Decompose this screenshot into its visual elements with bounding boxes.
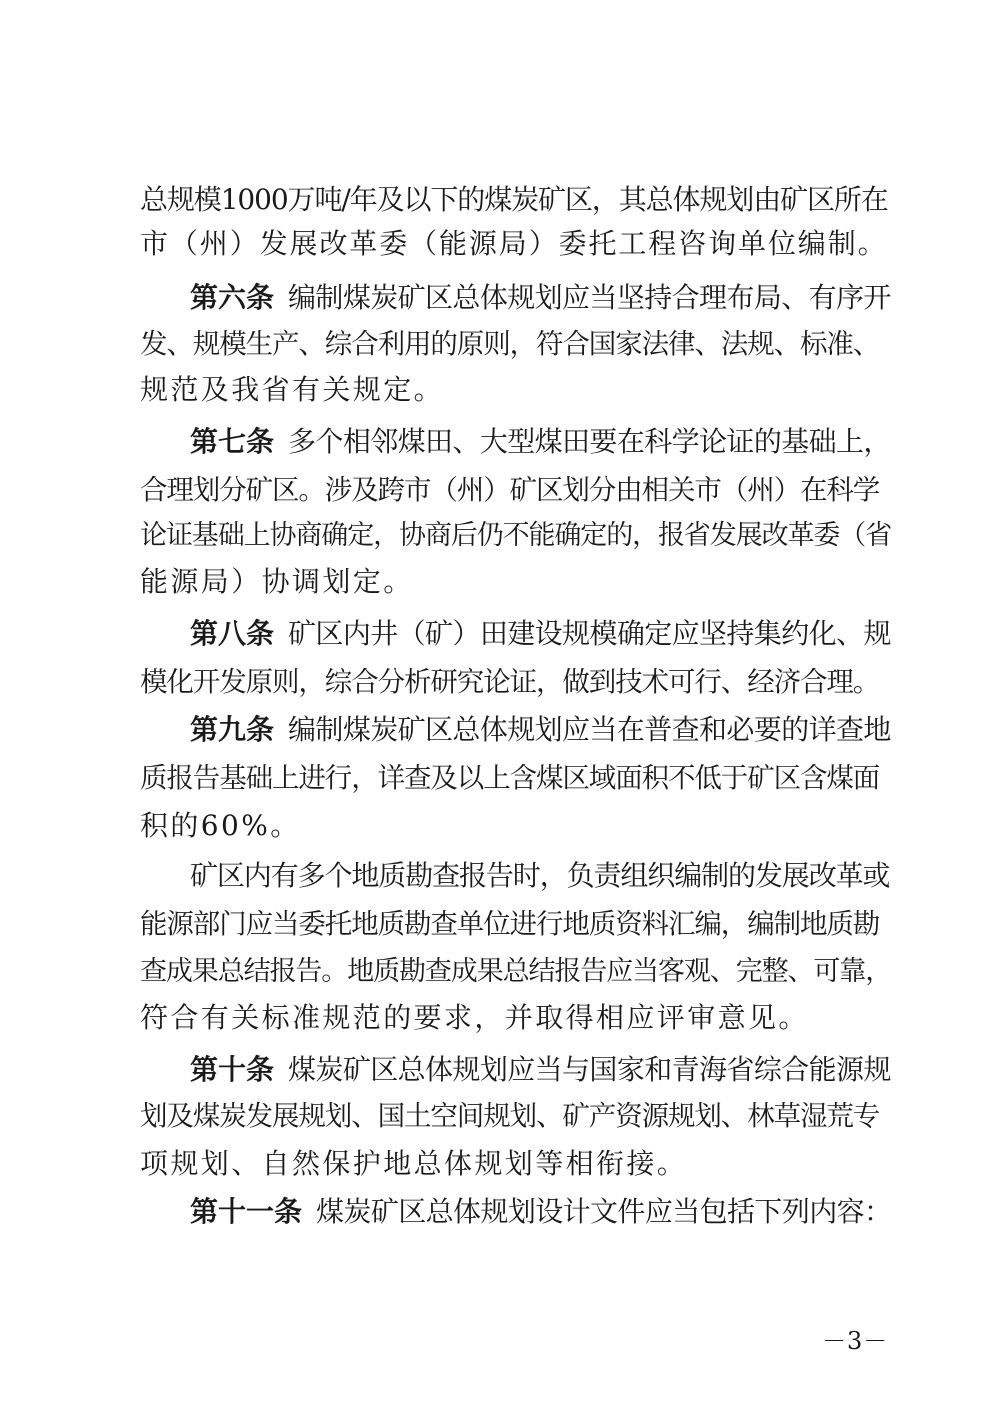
text-line: 矿区内有多个地质勘查报告时，负责组织编制的发展改革或 bbox=[190, 859, 890, 892]
text-line: 矿区内井（矿）田建设规模确定应坚持集约化、规 bbox=[288, 617, 891, 650]
text-line: 项规划、自然保护地总体规划等相衔接。 bbox=[140, 1147, 688, 1180]
text-line: 编制煤炭矿区总体规划应当坚持合理布局、有序开 bbox=[288, 281, 891, 314]
article-10-label: 第十条 bbox=[190, 1053, 275, 1086]
text-line: 规范及我省有关规定。 bbox=[140, 373, 445, 406]
text-line: 能源部门应当委托地质勘查单位进行地质资料汇编，编制地质勘 bbox=[140, 908, 880, 940]
article-9-label: 第九条 bbox=[190, 713, 275, 746]
text-line: 多个相邻煤田、大型煤田要在科学论证的基础上， bbox=[288, 425, 891, 458]
article-6-first-line bbox=[190, 278, 890, 318]
text-line: 总规模1000万吨/年及以下的煤炭矿区，其总体规划由矿区所在 bbox=[140, 183, 888, 216]
text-line: 符合有关标准规范的要求，并取得相应评审意见。 bbox=[140, 1001, 809, 1034]
text-line: 划及煤炭发展规划、国土空间规划、矿产资源规划、林草湿荒专 bbox=[140, 1100, 880, 1132]
article-7-label: 第七条 bbox=[190, 425, 275, 458]
article-9-first-line bbox=[190, 710, 890, 750]
text-line: 煤炭矿区总体规划应当与国家和青海省综合能源规 bbox=[288, 1053, 891, 1086]
article-8-first-line bbox=[190, 614, 890, 654]
article-11-first-line bbox=[190, 1192, 890, 1232]
text-line: 积的60%。 bbox=[140, 809, 301, 842]
article-10-first-line bbox=[190, 1050, 890, 1090]
article-7-first-line bbox=[190, 422, 890, 462]
text-line: 发、规模生产、综合利用的原则，符合国家法律、法规、标准、 bbox=[140, 328, 880, 360]
text-line: 查成果总结报告。地质勘查成果总结报告应当客观、完整、可靠， bbox=[140, 956, 892, 987]
text-line: 编制煤炭矿区总体规划应当在普查和必要的详查地 bbox=[288, 713, 891, 746]
text-line: 能源局）协调划定。 bbox=[140, 565, 414, 598]
article-11-label: 第十一条 bbox=[190, 1195, 303, 1228]
text-line: 模化开发原则，综合分析研究论证，做到技术可行、经济合理。 bbox=[140, 666, 880, 698]
text-line: 煤炭矿区总体规划设计文件应当包括下列内容： bbox=[316, 1195, 892, 1228]
text-line: 合理划分矿区。涉及跨市（州）矿区划分由相关市（州）在科学 bbox=[140, 474, 880, 506]
page-number: －3－ bbox=[822, 1327, 889, 1355]
text-line: 质报告基础上进行，详查及以上含煤区域面积不低于矿区含煤面 bbox=[140, 762, 880, 794]
article-8-label: 第八条 bbox=[190, 617, 275, 650]
article-6-label: 第六条 bbox=[190, 281, 275, 314]
text-line: 市（州）发展改革委（能源局）委托工程咨询单位编制。 bbox=[140, 227, 888, 260]
text-line: 论证基础上协商确定，协商后仍不能确定的，报省发展改革委（省 bbox=[140, 520, 892, 551]
